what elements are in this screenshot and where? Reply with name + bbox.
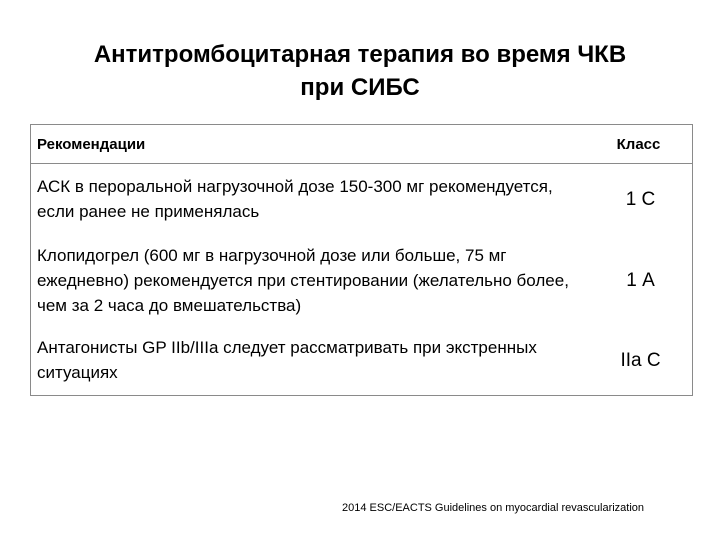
table-header-row [31,125,693,164]
recommendations-table [30,124,693,396]
table-row [31,233,693,322]
recommendation-text: АСК в пероральной нагрузочной дозе 150-300 мг рекомендуется, если ранее не применялась [37,177,553,221]
recommendation-class: 1 С [625,188,656,210]
header-recommendations: Рекомендации [31,125,598,164]
recommendation-class: 1 А [626,270,655,291]
header-class: Класс [597,125,693,164]
table-row [31,164,693,234]
recommendation-text: Антагонисты GP IIb/IIIa следует рассматривать при экстренных ситуациях [37,338,537,382]
recommendation-text: Клопидогрел (600 мг в нагрузочной дозе или больше, 75 мг ежедневно) рекомендуется при стентировании (желательно более, чем за 2 часа до вмешательства) [37,246,569,315]
slide-title-line-2: при СИБС [300,74,420,101]
recommendation-class: IIa С [620,349,661,371]
source-citation: 2014 ESC/EACTS Guidelines on myocardial revascularization [342,502,645,514]
slide-title [0,38,720,104]
slide-title-line-1: Антитромбоцитарная терапия во время ЧКВ [93,41,627,68]
table-row [31,322,693,396]
